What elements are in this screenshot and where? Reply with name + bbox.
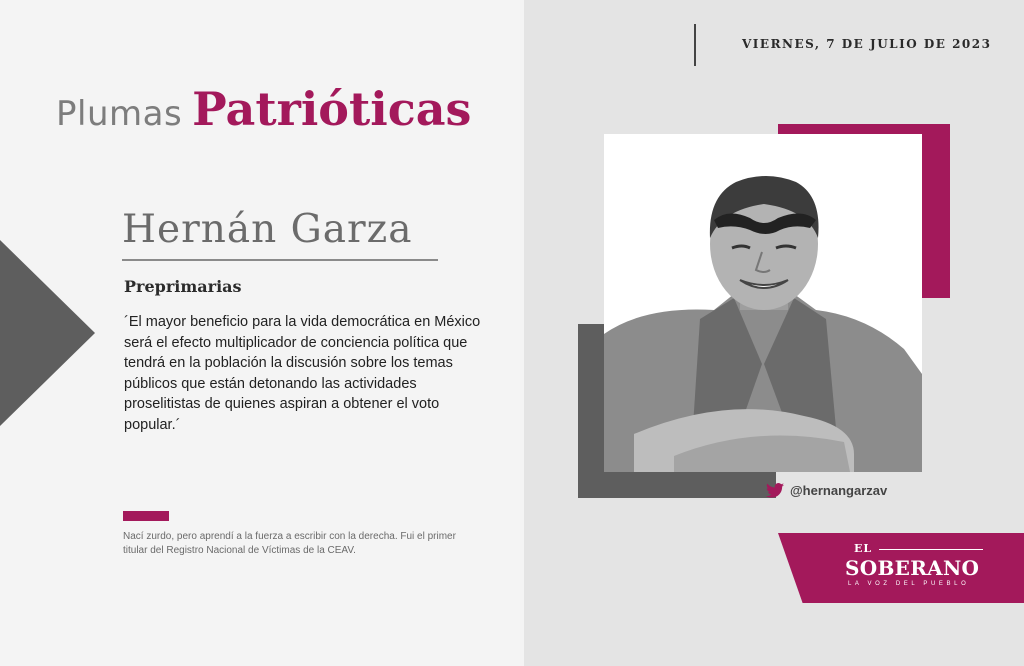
date-divider <box>694 24 696 66</box>
author-bio: Nací zurdo, pero aprendí a la fuerza a escribir con la derecha. Fui el primer titular del Registro Nacional de Víctimas de la CEAV. <box>123 531 456 556</box>
series-title-light: Plumas <box>56 94 183 134</box>
brand-tagline: LA VOZ DEL PUEBLO <box>848 581 970 587</box>
publication-date: VIERNES, 7 DE JULIO DE 2023 <box>742 37 992 51</box>
series-title-bold: Patrióticas <box>192 82 472 136</box>
series-title <box>56 82 471 136</box>
brand-prefix: EL <box>854 542 873 555</box>
author-photo <box>604 134 922 472</box>
twitter-handle-link[interactable] <box>766 483 887 498</box>
brand-divider <box>879 549 983 550</box>
author-portrait-icon <box>604 134 922 472</box>
bio-accent-bar <box>123 511 169 521</box>
author-divider <box>122 259 438 261</box>
column-topic: Preprimarias <box>124 277 242 296</box>
author-name: Hernán Garza <box>122 207 413 252</box>
triangle-arrow-icon <box>0 240 95 426</box>
twitter-handle: @hernangarzav <box>790 483 888 498</box>
brand-name: SOBERANO <box>845 556 980 580</box>
column-quote: ´El mayor beneficio para la vida democrática en México será el efecto multiplicador de conciencia política que tendrá en la población la discusión sobre los temas públicos que están detonando las actividades proselitistas de quienes aspiran a obtener el voto popular.´ <box>124 314 481 433</box>
twitter-icon <box>766 483 784 498</box>
